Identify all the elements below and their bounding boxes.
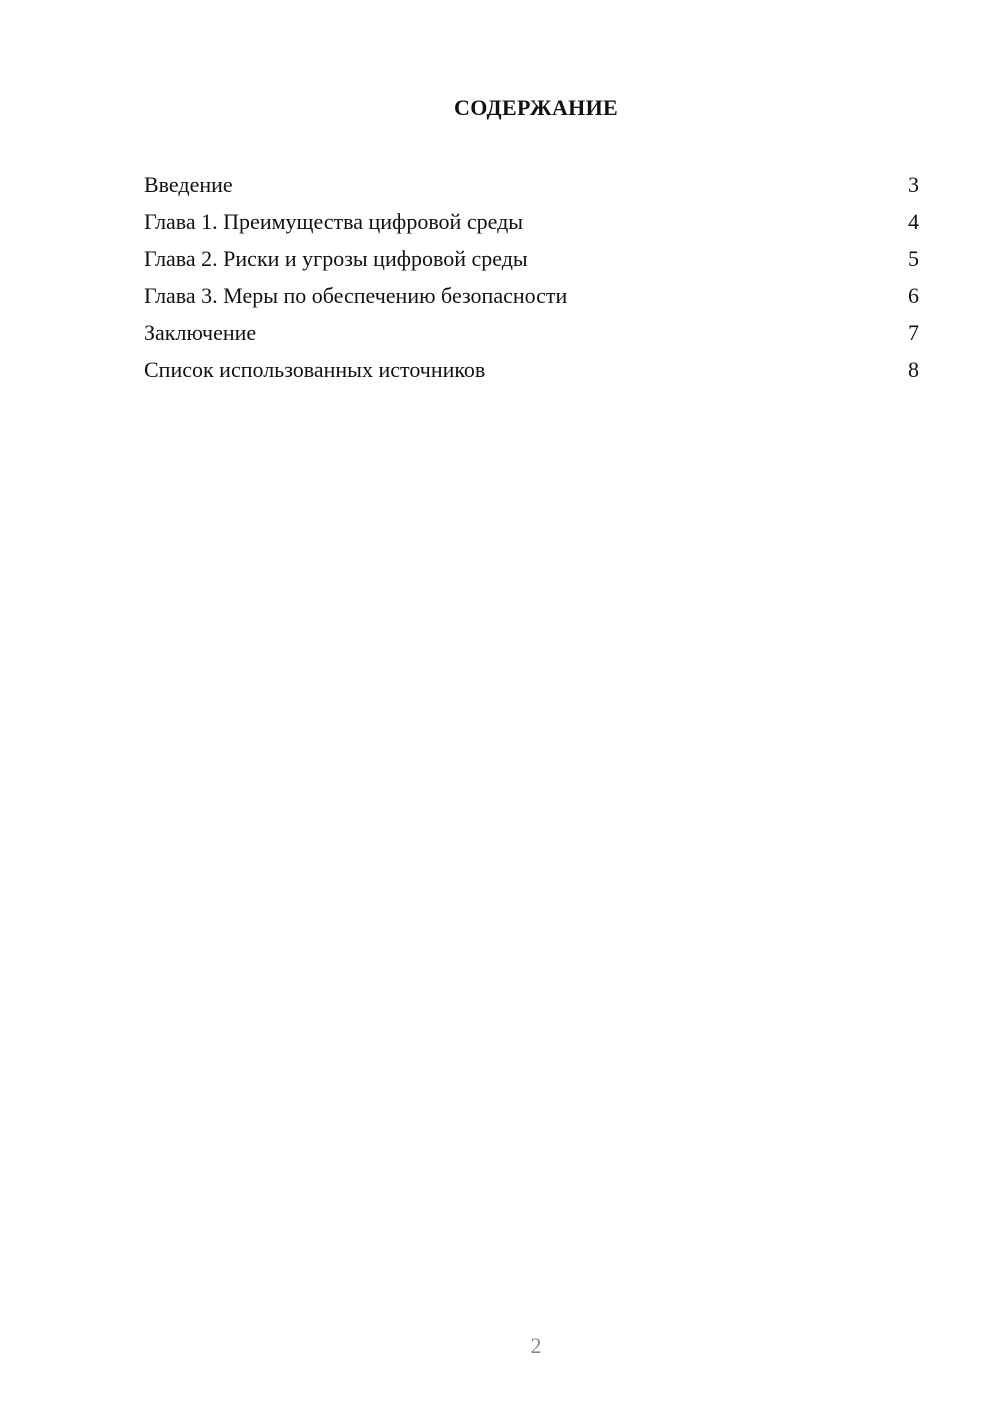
toc-entry-label: Глава 2. Риски и угрозы цифровой среды <box>144 246 528 271</box>
page-number: 2 <box>530 1333 542 1358</box>
toc-entry-label: Глава 3. Меры по обеспечению безопасности <box>144 283 568 308</box>
toc-entry-page: 4 <box>908 209 919 234</box>
toc-entry-label: Заключение <box>144 320 257 345</box>
toc-entry-page: 7 <box>908 320 919 345</box>
toc-entry-chapter-2 <box>144 242 919 279</box>
toc-entry-conclusion <box>144 316 919 353</box>
toc-entry-page: 6 <box>908 283 919 308</box>
toc-entry-label: Список использованных источников <box>144 357 486 382</box>
toc-entry-chapter-3 <box>144 279 919 316</box>
toc-entry-label: Введение <box>144 172 233 197</box>
toc-list <box>144 168 919 390</box>
toc-entry-page: 3 <box>908 172 919 197</box>
toc-entry-label: Глава 1. Преимущества цифровой среды <box>144 209 524 234</box>
toc-entry-references <box>144 353 919 390</box>
toc-entry-page: 5 <box>908 246 919 271</box>
toc-entry-chapter-1 <box>144 205 919 242</box>
toc-entry-introduction <box>144 168 919 205</box>
toc-title: СОДЕРЖАНИЕ <box>454 95 618 120</box>
toc-entry-page: 8 <box>908 357 919 382</box>
